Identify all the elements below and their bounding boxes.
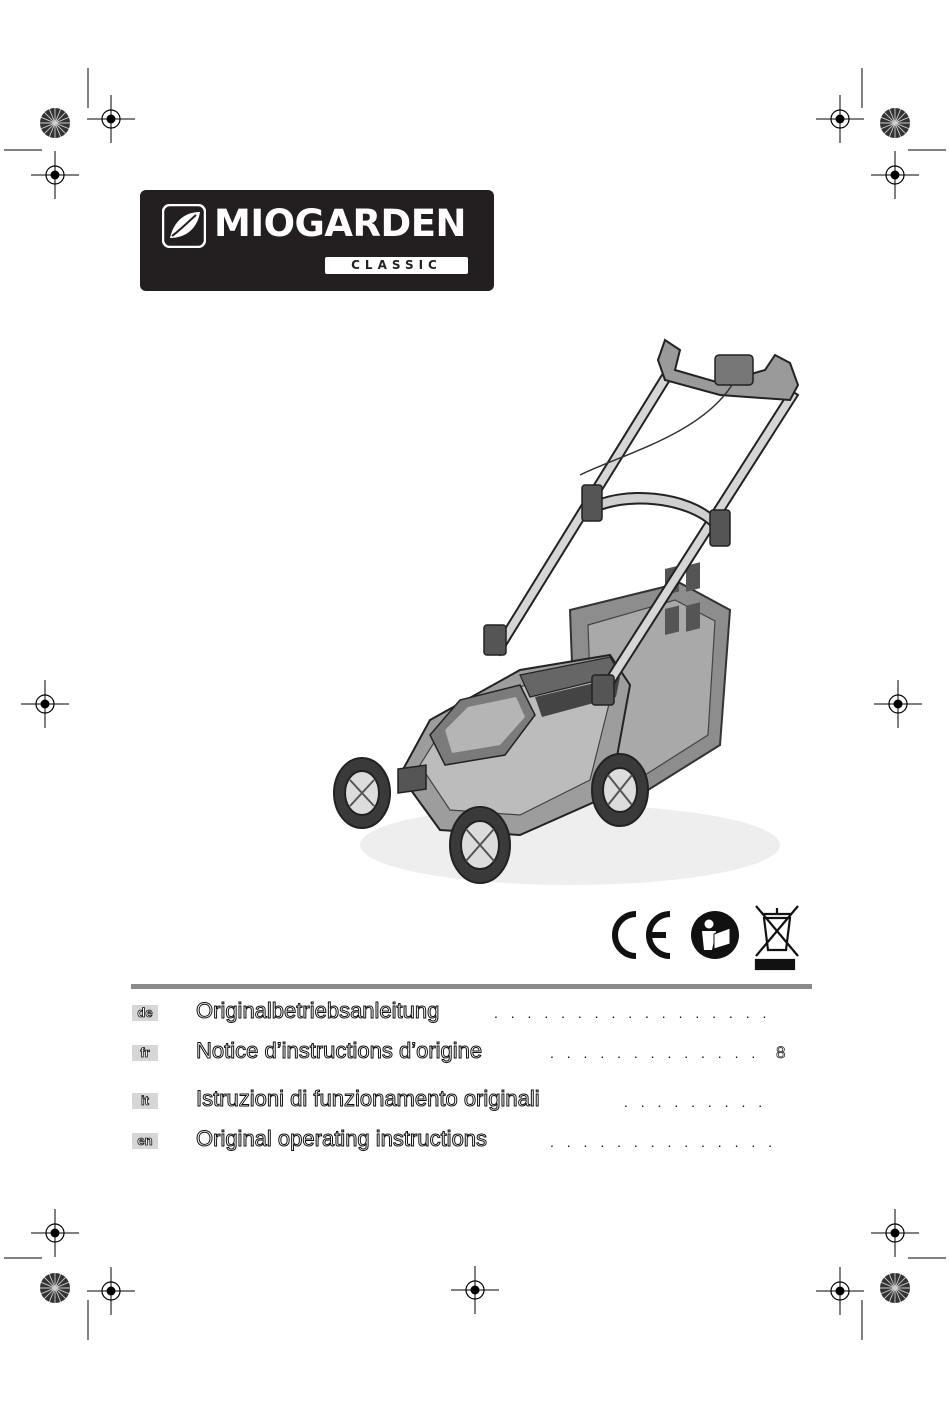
weee-bin-icon	[756, 906, 798, 969]
toc-title-fr: Notice d’instructions d’origine	[196, 1038, 483, 1063]
toc-dots-it: . . . . . . . . .	[624, 1094, 767, 1110]
read-manual-icon	[691, 911, 739, 959]
brand-logo	[140, 190, 494, 291]
lang-code-fr: fr	[132, 1045, 158, 1061]
section-divider	[131, 984, 812, 989]
toc-title-de: Originalbetriebsanleitung	[196, 998, 440, 1023]
lang-code-de: de	[132, 1005, 158, 1021]
lang-code-it: it	[132, 1093, 158, 1109]
certification-symbols	[608, 900, 808, 972]
toc-page-fr: 8	[776, 1043, 786, 1062]
toc-dots-de: . . . . . . . . . . . . . . . . .	[494, 1005, 771, 1021]
toc-title-en: Original operating instructions	[196, 1126, 488, 1151]
lang-code-en: en	[132, 1133, 158, 1149]
brand-name: MIOGARDEN	[214, 202, 466, 245]
toc-dots-en: . . . . . . . . . . . . . .	[550, 1134, 777, 1150]
brand-line: CLASSIC	[325, 257, 468, 274]
toc-title-it: Istruzioni di funzionamento originali	[196, 1086, 540, 1111]
ce-mark-icon	[615, 914, 670, 956]
lawn-mower-illustration	[320, 325, 820, 900]
toc-dots-fr: . . . . . . . . . . . . .	[550, 1045, 760, 1061]
leaf-icon	[162, 204, 206, 248]
